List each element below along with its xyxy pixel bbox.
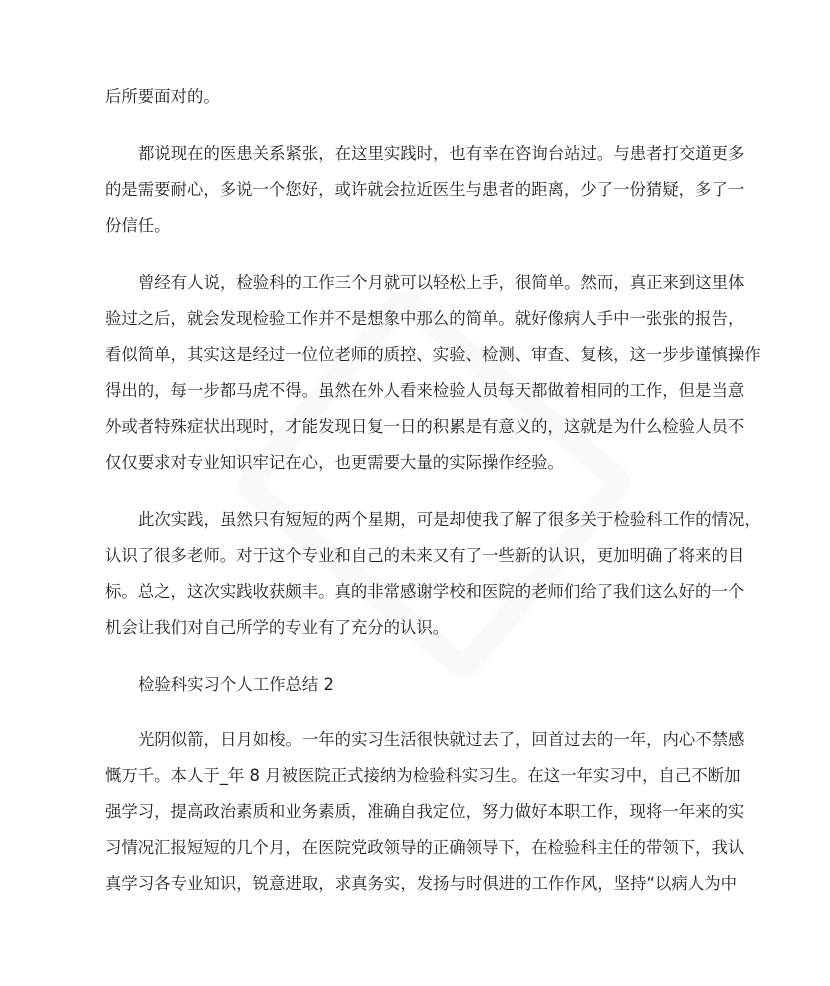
section-heading: 检验科实习个人工作总结 2: [138, 675, 334, 694]
paragraph: [105, 502, 761, 646]
text-line: 仅仅要求对专业知识牢记在心，也更需要大量的实际操作经验。: [105, 453, 564, 472]
text-line: 标。总之，这次实践收获颇丰。真的非常感谢学校和医院的老师们给了我们这么好的一个: [105, 582, 745, 601]
text-line: 看似简单，其实这是经过一位位老师的质控、实验、检测、审查、复核，这一步步谨慎操作: [105, 345, 761, 364]
document-page: [105, 79, 761, 923]
text-line: 机会让我们对自己所学的专业有了充分的认识。: [105, 618, 450, 637]
text-line: 习情况汇报短短的几个月，在医院党政领导的正确领导下，在检验科主任的带领下，我认: [105, 838, 745, 857]
text-line: 都说现在的医患关系紧张，在这里实践时，也有幸在咨询台站过。与患者打交道更多: [138, 144, 745, 163]
text-line: 光阴似箭，日月如梭。一年的实习生活很快就过去了，回首过去的一年，内心不禁感: [138, 730, 745, 749]
paragraph: [105, 79, 737, 115]
text-line: 外或者特殊症状出现时，才能发现日复一日的积累是有意义的，这就是为什么检验人员不: [105, 417, 745, 436]
text-line: 曾经有人说，检验科的工作三个月就可以轻松上手，很简单。然而，真正来到这里体: [138, 273, 745, 292]
text-line: 验过之后，就会发现检验工作并不是想象中那么的简单。就好像病人手中一张张的报告，: [105, 309, 745, 328]
text-line: 强学习，提高政治素质和业务素质，准确自我定位，努力做好本职工作，现将一年来的实: [105, 802, 745, 821]
paragraph: [105, 265, 761, 481]
paragraph: [105, 136, 745, 244]
paragraph: [105, 722, 745, 902]
text-line: 得出的，每一步都马虎不得。虽然在外人看来检验人员每天都做着相同的工作，但是当意: [105, 381, 745, 400]
text-line: 真学习各专业知识，锐意进取，求真务实，发扬与时俱进的工作作风，坚持“以病人为中: [105, 874, 737, 893]
text-line: 认识了很多老师。对于这个专业和自己的未来又有了一些新的认识，更加明确了将来的目: [105, 546, 745, 565]
text-line: 此次实践，虽然只有短短的两个星期，可是却使我了解了很多关于检验科工作的情况，: [138, 510, 761, 529]
document-body-continued: [105, 722, 745, 902]
text-line: 后所要面对的。: [105, 87, 220, 106]
text-line: 份信任。: [105, 216, 171, 235]
document-body: [105, 79, 761, 646]
text-line: 的是需要耐心，多说一个您好，或许就会拉近医生与患者的距离，少了一份猜疑，多了一: [105, 180, 745, 199]
text-line: 慨万千。本人于_年 8 月被医院正式接纳为检验科实习生。在这一年实习中，自己不断加: [105, 766, 741, 785]
